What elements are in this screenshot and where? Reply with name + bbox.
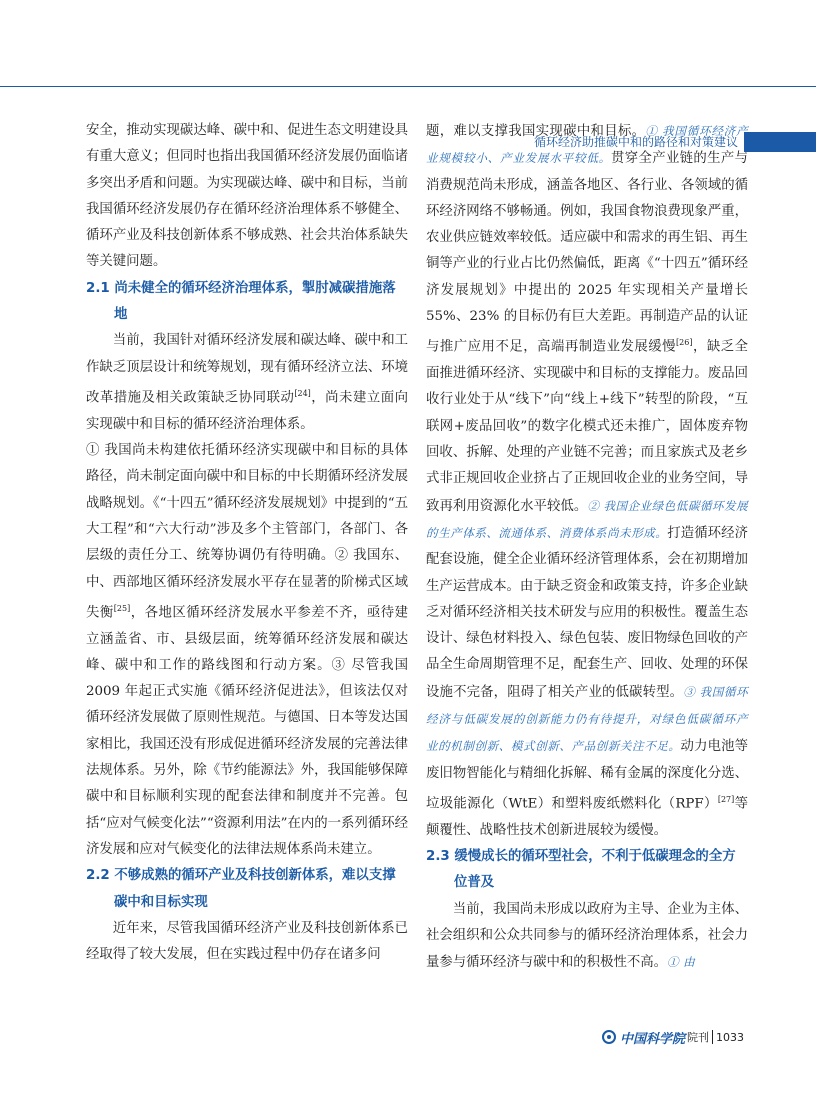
text-run: 等颠覆性、战略性技术创新进展较为缓慢。 [426, 796, 749, 838]
citation-26: [26] [676, 338, 693, 348]
citation-27: [27] [717, 794, 735, 804]
paragraph-2-2-a: 近年来，尽管我国循环经济产业及科技创新体系已经取得了较大发展，但在实践过程中仍存在诸多问 [86, 920, 408, 963]
highlight-point-2: ② 我国企业绿色低碳循环发展的生产体系、流通体系、消费体系尚未形成。 [426, 498, 748, 540]
text-run: 题，难以支撑我国实现碳中和目标。 [426, 124, 646, 139]
section-2-1-heading [86, 276, 408, 329]
paragraph-2-2-b [426, 118, 748, 844]
section-title: 不够成熟的循环产业及科技创新体系，难以支撑碳中和目标实现 [114, 868, 396, 910]
text-run: ① 我国尚未构建依托循环经济实现碳中和目标的具体路径，尚未制定面向碳中和目标的中长期循环经济发展战略规划。《“十四五”循环经济发展规划》中提到的“五大工程”和“六大行动”涉及多个主管部门，各部门、各层级的责任分工、统筹协调仍有待明确。② 我国东、中、西部地区循环经济发展水平存在显著的阶梯式区域失衡 [86, 443, 408, 621]
running-title: 循环经济助推碳中和的路径和对策建议 [533, 135, 738, 149]
paragraph-2-3-a [426, 897, 748, 977]
right-column [426, 118, 748, 976]
left-column [86, 118, 408, 968]
header-rule [0, 86, 816, 87]
text-run: ，缺乏全面推进循环经济、实现碳中和目标的支撑能力。废品回收行业处于从“线下”向“线上+线下”转型的阶段，“互联网+废品回收”的数字化模式还未推广，固体废弃物回收、拆解、处理的产业链不完善；而且家族式及老乡式非正规回收企业挤占了正规回收企业的业务空间，导致再利用资源化水平较低。 [426, 339, 749, 514]
citation-24: [24] [294, 388, 311, 398]
paragraph-intro: 安全，推动实现碳达峰、碳中和、促进生态文明建设具有重大意义；但同时也指出我国循环经济发展仍面临诸多突出矛盾和问题。为实现碳达峰、碳中和目标，当前我国循环经济发展仍存在循环经济治理体系不够健全、循环产业及科技创新体系不够成熟、社会共治体系缺失等关键问题。 [86, 123, 408, 270]
text-run: 打造循环经济配套设施，健全企业循环经济管理体系，会在初期增加生产运营成本。由于缺乏资金和政策支持，许多企业缺乏对循环经济相关技术研发与应用的积极性。覆盖生态设计、绿色材料投入、绿色包装、废旧物绿色回收的产品全生命周期管理不足，配套生产、回收、处理的环保设施不完备，阻碍了相关产业的低碳转型。 [426, 525, 748, 700]
header-accent-block [744, 132, 816, 152]
paragraph-2-1-b [86, 438, 408, 863]
footer-divider [712, 1030, 713, 1044]
highlight-point-1: ① 我国循环经济产业规模较小、产业发展水平较低。 [426, 124, 748, 166]
text-run: 当前，我国尚未形成以政府为主导、企业为主体、社会组织和公众共同参与的循环经济治理体系，社会力量参与循环经济与碳中和的积极性不高。 [426, 901, 748, 971]
section-title: 缓慢成长的循环型社会，不利于低碳理念的全方位普及 [454, 848, 736, 891]
text-run: ，尚未建立面向实现碳中和目标的循环经济治理体系。 [86, 390, 409, 432]
section-number: 2.3 [426, 848, 450, 864]
text-run: 贯穿全产业链的生产与消费规范尚未形成，涵盖各地区、各行业、各领域的循环经济网络不够畅通。例如，我国食物浪费现象严重，农业供应链效率较低。适应碳中和需求的再生铝、再生铜等产业的行业占比仍然偏低，距离《“十四五”循环经济发展规划》中提出的 2025 年实现相关产量增长 55%、23% 的目标仍有巨大差距。再制造产品的认证与推广应用不足，高端再制造业发展缓慢 [426, 151, 748, 355]
section-2-3-heading [426, 844, 748, 897]
section-number: 2.2 [86, 868, 110, 884]
citation-25: [25] [113, 603, 131, 613]
paragraph-2-1-a [86, 328, 408, 438]
section-number: 2.1 [86, 280, 110, 296]
cas-logo-text: 中国科学院 [619, 1031, 685, 1047]
text-run: ，各地区循环经济发展水平参差不齐，亟待建立涵盖省、市、县级层面，统筹循环经济发展和碳达峰、碳中和工作的路线图和行动方案。③ 尽管我国 2009 年起正式实施《循环经济促进法》，但该法仅对循环经济发展做了原则性规范。与德国、日本等发达国家相比，我国还没有形成促进循环经济发展的完善法律法规体系。另外，除《节约能源法》外，我国能够保障碳中和目标顺利实现的配套法律和制度并不完善。包括“应对气候变化法”“资源利用法”在内的一系列循环经济发展和应对气候变化的法律法规体系尚未建立。 [86, 605, 408, 857]
highlight-point-start: ① 由 [667, 955, 696, 970]
text-run: 当前，我国针对循环经济发展和碳达峰、碳中和工作缺乏顶层设计和统筹规划，现有循环经济立法、环境改革措施及相关政策缺乏协同联动 [86, 333, 408, 406]
section-title: 尚未健全的循环经济治理体系，掣肘减碳措施落地 [114, 280, 396, 323]
text-run: 动力电池等废旧物智能化与精细化拆解、稀有金属的深度化分选、垃圾能源化（WtE）和塑料废纸燃料化（RPF） [426, 739, 749, 812]
section-2-2-heading [86, 863, 408, 916]
page-footer [602, 1024, 744, 1050]
page-number: 1033 [716, 1030, 744, 1044]
cas-logo-icon [602, 1030, 616, 1044]
journal-label: 院刊 [687, 1031, 709, 1044]
highlight-point-3: ③ 我国循环经济与低碳发展的创新能力仍有待提升，对绿色低碳循环产业的机制创新、模式创新、产品创新关注不足。 [426, 684, 749, 754]
